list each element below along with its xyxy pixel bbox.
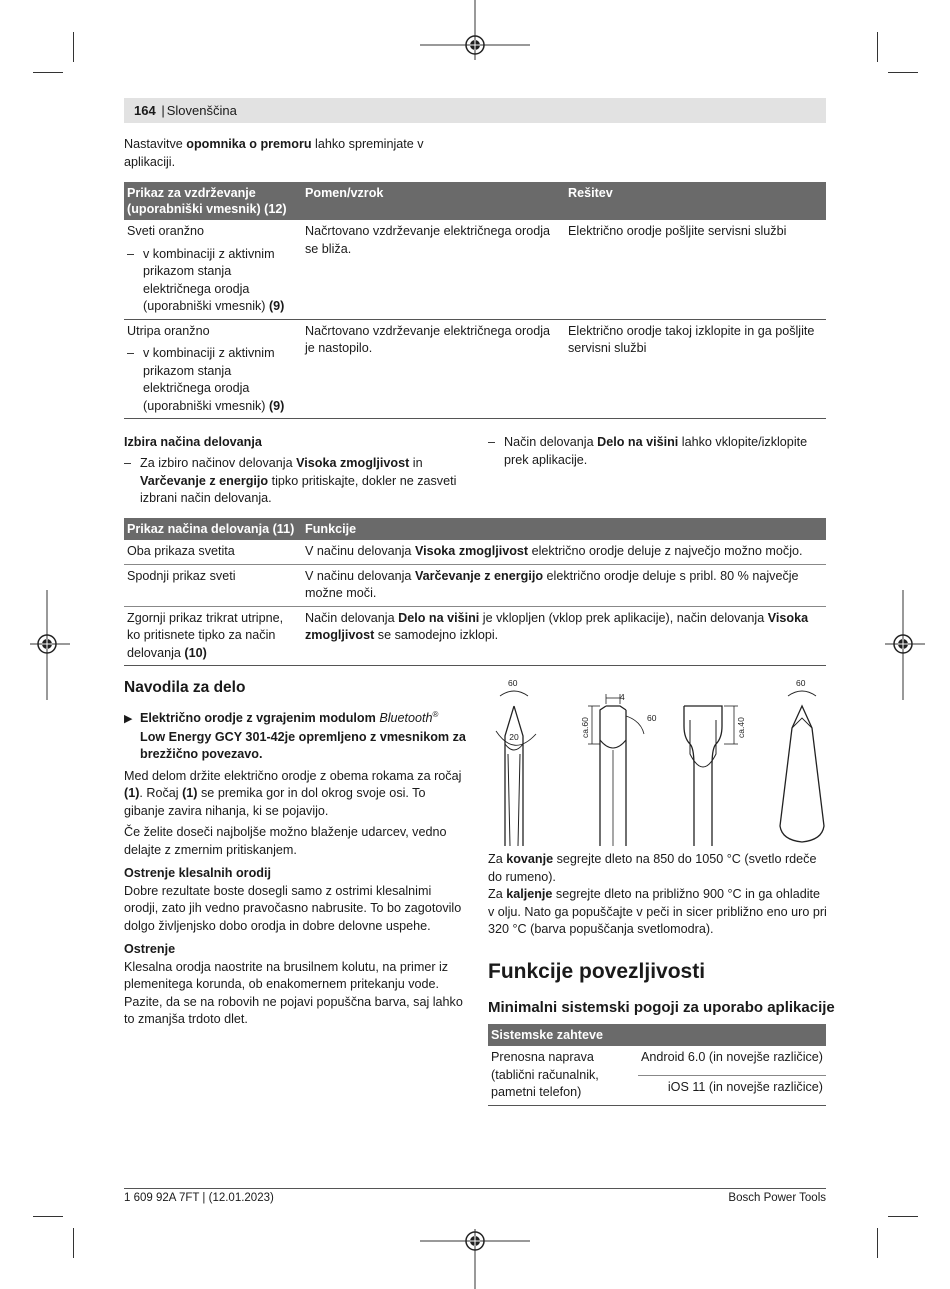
- table-row: [124, 564, 826, 606]
- intro-paragraph: [124, 136, 434, 171]
- mode-section-heading: Izbira načina delovanja: [124, 435, 262, 449]
- maintenance-header-solution: Rešitev: [565, 182, 826, 220]
- android-requirement: Android 6.0 (in novejše različice): [638, 1046, 826, 1075]
- mode-function: Način delovanja Delo na višini je vklopljen (vklop prek aplikacije), način delovanja Visoka zmogljivost se samodejno izklopi.: [302, 606, 826, 666]
- requirements-table: [488, 1024, 826, 1106]
- angle-label-3: 60: [647, 713, 657, 723]
- modes-header-functions: Funkcije: [302, 518, 826, 540]
- sharpening-text: Klesalna orodja naostrite na brusilnem kolutu, na primer iz plemenitega korunda, ob enakomernem pritekanju vode. Pazite, da se na robovih ne pojavi popuščna barva, saj lahko to zmanjša trdoto dlet.: [124, 959, 463, 1027]
- header-language: Slovenščina: [166, 103, 237, 118]
- width-label: 4: [620, 692, 625, 702]
- requirements-table-header: Sistemske zahteve: [488, 1024, 826, 1046]
- crop-mark: [877, 1228, 878, 1258]
- work-paragraph-1: Med delom držite električno orodje z obema rokama za ročaj (1). Ročaj (1) se premika gor in dol okrog svoje osi. To gibanje zavira nihanja, ki se pojavijo.: [124, 768, 462, 818]
- intro-text: Nastavitve: [124, 137, 187, 151]
- crop-mark: [33, 72, 63, 73]
- maintenance-display: Utripa oranžno: [127, 323, 210, 338]
- modes-header-display: Prikaz načina delovanja (11): [124, 518, 302, 540]
- registration-mark-bottom: [420, 1229, 530, 1289]
- intro-bold: opomnika o premoru: [186, 137, 312, 151]
- crop-mark: [877, 32, 878, 62]
- sharpening-tools-heading: Ostrenje klesalnih orodij: [124, 866, 271, 881]
- pointed-chisel-drawing: [505, 706, 523, 846]
- maintenance-table: [124, 182, 826, 419]
- mode-function: V načinu delovanja Visoka zmogljivost električno orodje deluje z največjo možno močjo.: [302, 540, 826, 564]
- bluetooth-note: ▶ Električno orodje z vgrajenim modulom Bluetooth® Low Energy GCY 301-42je opremljeno z vmesnikom za brezžično povezavo.: [124, 710, 466, 762]
- table-row: [124, 540, 826, 564]
- header-separator: |: [161, 103, 165, 118]
- mode-right-item: – Način delovanja Delo na višini lahko vklopite/izklopite prek aplikacije.: [488, 435, 808, 467]
- sharpening-tools-text: Dobre rezultate boste dosegli samo z ostrimi klesalnimi orodji, zato jih vedno pravočasno nabrusite. To bo zagotovilo dolgo življenjsko dobo orodja in dobre delovne uspehe.: [124, 883, 462, 933]
- mode-display: Zgornji prikaz trikrat utripne, ko pritisnete tipko za način delovanja: [127, 610, 284, 660]
- modes-table: [124, 518, 826, 666]
- maintenance-header-meaning: Pomen/vzrok: [302, 182, 565, 220]
- maintenance-solution: Električno orodje takoj izklopite in ga pošljite servisni službi: [565, 319, 826, 419]
- angle-label-4: 60: [796, 678, 806, 688]
- forging-paragraph: Za kovanje segrejte dleto na 850 do 1050 °C (svetlo rdeče do rumeno).: [488, 852, 817, 884]
- page-number: 164: [134, 103, 156, 118]
- footer-rule: [124, 1188, 826, 1189]
- crop-mark: [888, 72, 918, 73]
- crop-mark: [888, 1216, 918, 1217]
- ios-requirement: iOS 11 (in novejše različice): [638, 1075, 826, 1105]
- work-instructions: [124, 678, 466, 1029]
- crop-mark: [73, 32, 74, 62]
- registration-mark-left: [30, 590, 70, 700]
- maintenance-solution: Električno orodje pošljite servisni službi: [565, 220, 826, 319]
- spade-chisel-drawing: [780, 706, 824, 842]
- maintenance-display: Sveti oranžno: [127, 224, 205, 238]
- mode-display: Spodnji prikaz sveti: [127, 568, 236, 583]
- forging-section: [488, 851, 828, 939]
- maintenance-header-display: Prikaz za vzdrževanje (uporabniški vmesnik) (12): [124, 182, 302, 220]
- mode-display: Oba prikaza svetita: [127, 544, 235, 558]
- table-row: Zgornji prikaz trikrat utripne, ko pritisnete tipko za način delovanja (10) Način delovanja Delo na višini je vklopljen (vklop prek aplikacije), način delovanja Visoka zmogljivost se samodejno izklopi.: [124, 606, 826, 666]
- footer-doc-id: 1 609 92A 7FT | (12.01.2023): [124, 1192, 274, 1204]
- flat-chisel-drawing: [600, 706, 626, 846]
- maintenance-display-note: – v kombinaciji z aktivnim prikazom stanja električnega orodja (uporabniški vmesnik) (9): [127, 346, 285, 413]
- crop-mark: [73, 1228, 74, 1258]
- angle-label-1: 60: [508, 678, 518, 688]
- table-row: [488, 1046, 826, 1075]
- gouge-chisel-drawing: [684, 706, 722, 846]
- table-row: [124, 319, 826, 419]
- work-paragraph-2: Če želite doseči najboljše možno blaženje udarcev, vedno delajte z zmernim pritiskanjem.: [124, 825, 447, 857]
- device-cell: Prenosna naprava (tablični računalnik, pametni telefon): [488, 1046, 638, 1105]
- registration-mark-top: [420, 0, 530, 60]
- sharpening-heading: Ostrenje: [124, 942, 176, 957]
- page-header: [124, 98, 826, 123]
- registration-mark-right: [885, 590, 925, 700]
- table-row: [124, 220, 826, 319]
- maintenance-meaning: Načrtovano vzdrževanje električnega orodja je nastopilo.: [302, 319, 565, 419]
- hardening-paragraph: Za kaljenje segrejte dleto na približno 900 °C in ga ohladite v olju. Nato ga popuščajte v peči in sicer približno eno uro pri 320 °C (barva popuščanja svetlomodra).: [488, 887, 827, 936]
- maintenance-display-note: – v kombinaciji z aktivnim prikazom stanja električnega orodja (uporabniški vmesnik) (9): [127, 246, 285, 313]
- work-heading: Navodila za delo: [124, 679, 246, 696]
- intro-text-end: lahko spreminjate v aplikaciji.: [124, 137, 424, 169]
- chisel-figure: [486, 676, 828, 846]
- length-label-2: ca.40: [736, 717, 746, 738]
- angle-label-2: 20: [509, 732, 519, 742]
- mode-function: V načinu delovanja Varčevanje z energijo električno orodje deluje s pribl. 80 % največje možne moči.: [302, 564, 826, 606]
- crop-mark: [33, 1216, 63, 1217]
- footer-brand: Bosch Power Tools: [728, 1192, 826, 1204]
- mode-left-item: – Za izbiro načinov delovanja Visoka zmogljivost in Varčevanje z energijo tipko pritiskajte, dokler ne zasveti izbrani način delovanja.: [124, 456, 457, 505]
- maintenance-meaning: Načrtovano vzdrževanje električnega orodja se bliža.: [302, 220, 565, 319]
- requirements-heading: Minimalni sistemski pogoji za uporabo aplikacije: [488, 999, 835, 1016]
- connectivity-heading: Funkcije povezljivosti: [488, 960, 706, 983]
- length-label-1: ca.60: [580, 717, 590, 738]
